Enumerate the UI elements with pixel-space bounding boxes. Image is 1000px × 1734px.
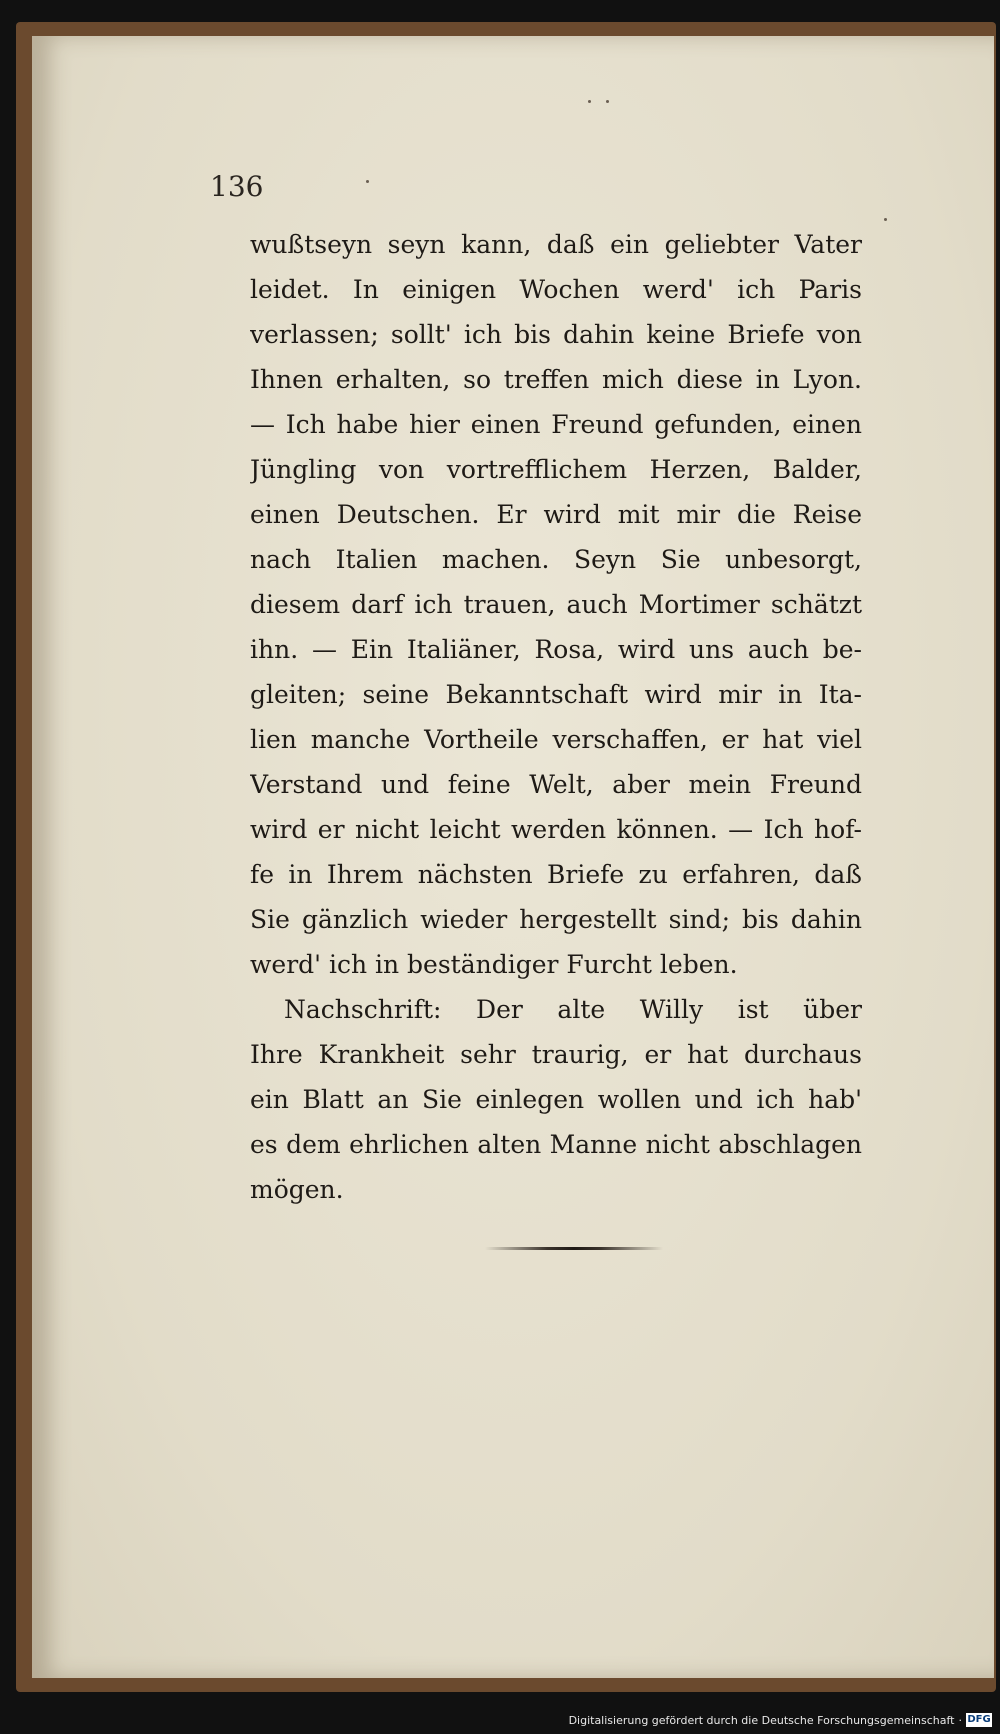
body-text bbox=[250, 222, 862, 1212]
ink-speck bbox=[366, 180, 369, 183]
ink-speck bbox=[588, 100, 591, 103]
text-line: einen Deutschen. Er wird mit mir die Reise bbox=[250, 500, 862, 529]
text-line: ihn. — Ein Italiäner, Rosa, wird uns auch be- bbox=[250, 635, 862, 664]
text-line: leidet. In einigen Wochen werd' ich Paris bbox=[250, 275, 862, 304]
text-line: mögen. bbox=[250, 1175, 344, 1204]
text-line: Ihre Krankheit sehr traurig, er hat durchaus bbox=[250, 1040, 862, 1069]
text-line: Jüngling von vortrefflichem Herzen, Balder, bbox=[250, 455, 862, 484]
text-line: diesem darf ich trauen, auch Mortimer schätzt bbox=[250, 590, 862, 619]
page-number: 136 bbox=[210, 170, 264, 203]
text-line: gleiten; seine Bekanntschaft wird mir in Ita- bbox=[250, 680, 862, 709]
dfg-logo: DFG bbox=[967, 1714, 991, 1725]
text-line: ein Blatt an Sie einlegen wollen und ich hab' bbox=[250, 1085, 862, 1114]
text-line: verlassen; sollt' ich bis dahin keine Briefe von bbox=[250, 320, 862, 349]
ink-speck bbox=[606, 100, 609, 103]
text-line: — Ich habe hier einen Freund gefunden, einen bbox=[250, 410, 862, 439]
text-line: lien manche Vortheile verschaffen, er hat viel bbox=[250, 725, 862, 754]
text-line: Sie gänzlich wieder hergestellt sind; bis dahin bbox=[250, 905, 862, 934]
postscript-line: Nachschrift: Der alte Willy ist über bbox=[284, 995, 862, 1024]
credit-text: Digitalisierung gefördert durch die Deutsche Forschungsgemeinschaft bbox=[568, 1713, 955, 1727]
text-line: wußtseyn seyn kann, daß ein geliebter Vater bbox=[250, 230, 862, 259]
text-line: Verstand und feine Welt, aber mein Freund bbox=[250, 770, 862, 799]
ink-speck bbox=[884, 218, 887, 221]
end-ornament-rule bbox=[485, 1247, 663, 1250]
text-line: Ihnen erhalten, so treffen mich diese in Lyon. bbox=[250, 365, 862, 394]
text-line: werd' ich in beständiger Furcht leben. bbox=[250, 950, 738, 979]
text-line: es dem ehrlichen alten Manne nicht abschlagen bbox=[250, 1130, 862, 1159]
text-line: wird er nicht leicht werden können. — Ich hof- bbox=[250, 815, 862, 844]
digitization-credit: Digitalisierung gefördert durch die Deutsche Forschungsgemeinschaft · DFG bbox=[568, 1713, 991, 1727]
text-line: nach Italien machen. Seyn Sie unbesorgt, bbox=[250, 545, 862, 574]
text-line: fe in Ihrem nächsten Briefe zu erfahren, daß bbox=[250, 860, 862, 889]
